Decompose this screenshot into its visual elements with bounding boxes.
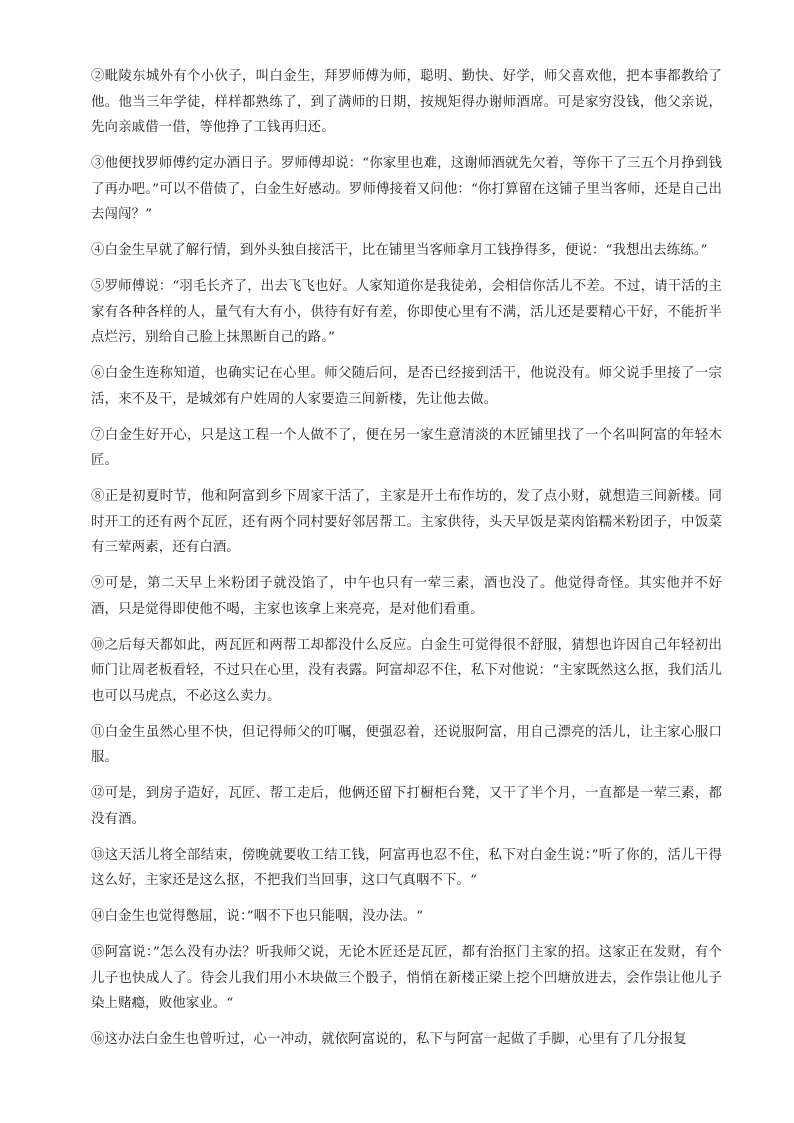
paragraph-16: ⑯这办法白金生也曾听过，心一冲动，就依阿富说的，私下与阿富一起做了手脚，心里有了几分报复: [91, 1032, 687, 1047]
paragraph-5: ⑤罗师傅说：“羽毛长齐了，出去飞飞也好。人家知道你是我徒弟，会相信你活儿不差。不过，请干活的主家有各种各样的人，量气有大有小，供待有好有差，你即使心里有不满，活儿还是要精心干好，不能折半点烂污，别给自己脸上抹黑断自己的路。”: [91, 279, 722, 345]
paragraph-6: ⑥白金生连称知道，也确实记在心里。师父随后问，是否已经接到活干，他说没有。师父说手里接了一宗活，来不及干，是城郊有户姓周的人家要造三间新楼，先让他去做。: [91, 366, 722, 407]
paragraph-2: ②毗陵东城外有个小伙子，叫白金生，拜罗师傅为师，聪明、勤快、好学，师父喜欢他，把本事都教给了他。他当三年学徒，样样都熟练了，到了满师的日期，按规矩得办谢师酒席。可是家穷没钱，他父亲说，先向亲戚借一借，等他挣了工钱再归还。: [91, 69, 722, 135]
paragraph-13: ⑬这天活儿将全部结束，傍晚就要收工结工钱，阿富再也忍不住，私下对白金生说：”听了你的，活儿干得这么好，主家还是这么抠，不把我们当回事，这口气真咽不下。“: [91, 847, 722, 888]
paragraph-10: ⑩之后每天都如此，两瓦匠和两帮工却都没什么反应。白金生可觉得很不舒服，猜想也许因自己年轻初出师门让周老板看轻，不过只在心里，没有表露。阿富却忍不住，私下对他说：“主家既然这么抠，我们活儿也可以马虎点，不必这么卖力。: [91, 637, 722, 704]
paragraph-15: ⑮阿富说：”怎么没有办法？听我师父说，无论木匠还是瓦匠，都有治抠门主家的招。这家正在发财，有个儿子也快成人了。待会儿我们用小木块做三个骰子，悄悄在新楼正梁上挖个凹塘放进去，会作祟让他儿子染上赌瘾，败他家业。“: [91, 945, 722, 1011]
paragraph-4: ④白金生早就了解行情，到外头独自接活干，比在铺里当客师拿月工钱挣得多，便说：“我想出去练练。”: [91, 243, 708, 258]
paragraph-9: ⑨可是，第二天早上米粉团子就没馅了，中午也只有一荤三素，酒也没了。他觉得奇怪。其实他并不好酒，只是觉得即使他不喝，主家也该拿上来亮亮，是对他们看重。: [91, 576, 722, 617]
paragraph-14: ⑭白金生也觉得憋屈，说：”咽不下也只能咽，没办法。“: [91, 909, 424, 924]
paragraph-7: ⑦白金生好开心，只是这工程一个人做不了，便在另一家生意清淡的木匠铺里找了一个名叫阿富的年轻木匠。: [91, 427, 722, 468]
paragraph-8: ⑧正是初夏时节，他和阿富到乡下周家干活了，主家是开土布作坊的，发了点小财，就想造三间新楼。同时开工的还有两个瓦匠，还有两个同村要好邻居帮工。主家供待，头天早饭是菜肉馅糯米粉团子，中饭菜有三荤两素，还有白酒。: [91, 489, 722, 555]
paragraph-11: ⑪白金生虽然心里不快，但记得师父的叮嘱，便强忍着，还说服阿富，用自己漂亮的活儿，让主家心服口服。: [91, 724, 722, 765]
paragraph-12: ⑫可是，到房子造好，瓦匠、帮工走后，他俩还留下打橱柜台凳，又干了半个月，一直都是一荤三素，都没有酒。: [91, 786, 722, 827]
paragraph-3: ③他便找罗师傅约定办酒日子。罗师傅却说：“你家里也难，这谢师酒就先欠着，等你干了三五个月挣到钱了再办吧。”可以不借债了，白金生好感动。罗师傅接着又问他：“你打算留在这铺子里当客师，还是自己出去闯闯？”: [91, 156, 722, 222]
